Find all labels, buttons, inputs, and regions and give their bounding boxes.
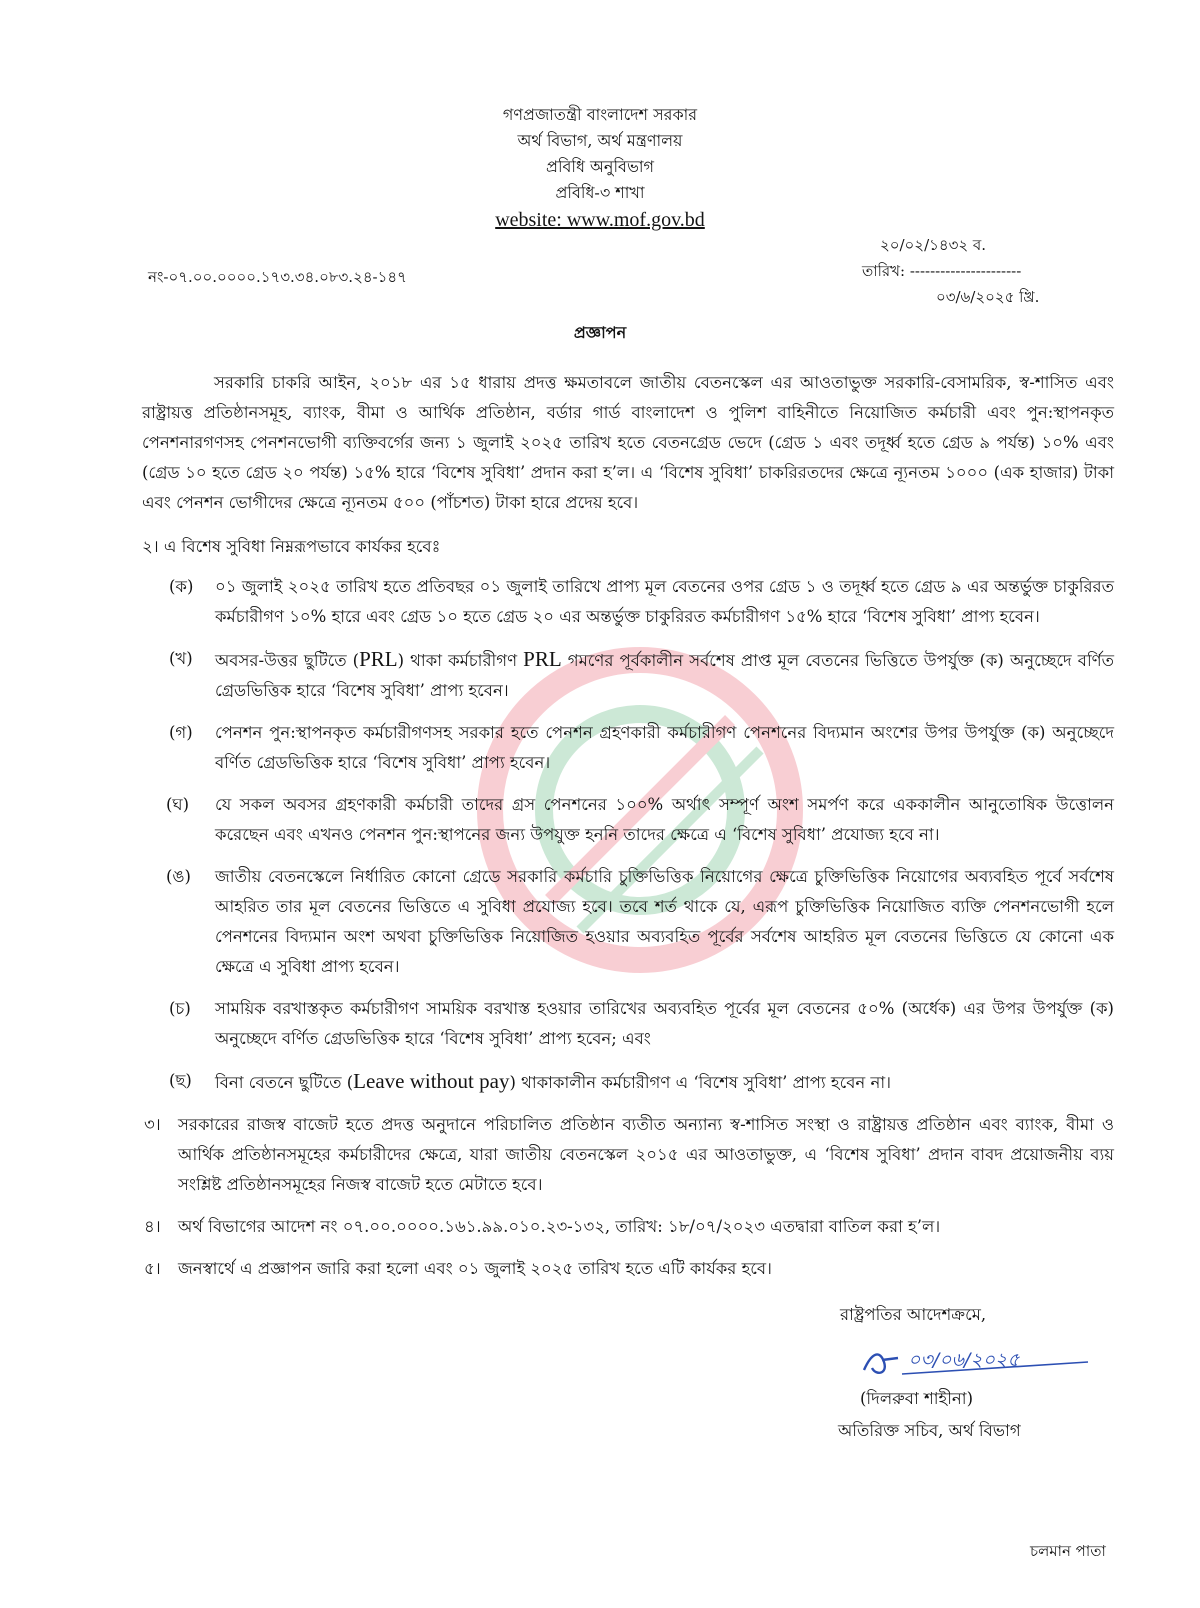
website-link[interactable]: website: www.mof.gov.bd: [495, 209, 705, 231]
paragraph-text: অর্থ বিভাগের আদেশ নং ০৭.০০.০০০০.১৬১.৯৯.০১০.২৩-১৩২, তারিখ: ১৮/০৭/২০২৩ এতদ্বারা বাতিল করা হ’ল।: [178, 1217, 941, 1236]
subitem-text: গমণের পূর্বকালীন সর্বশেষ প্রাপ্ত মূল বেতনের ভিত্তিতে উপর্যুক্ত (ক) অনুচ্ছেদে বর্ণিত গ্রেডভিত্তিক হারে ‘বিশেষ সুবিধা’ প্রাপ্য হবেন।: [215, 651, 1115, 700]
subitem-cha: [142, 994, 1114, 1054]
subitem-text: ) থাকাকালীন কর্মচারীগণ এ ‘বিশেষ সুবিধা’ প্রাপ্য হবেন না।: [509, 1073, 892, 1092]
document-body: [142, 368, 1114, 1296]
paragraph-4: [142, 1212, 1114, 1242]
prl-term: PRL: [523, 647, 562, 671]
paragraph-text: জনস্বার্থে এ প্রজ্ঞাপন জারি করা হলো এবং ০১ জুলাই ২০২৫ তারিখ হতে এটি কার্যকর হবে।: [178, 1259, 772, 1278]
subitem-text: ০১ জুলাই ২০২৫ তারিখ হতে প্রতিবছর ০১ জুলাই তারিখে প্রাপ্য মূল বেতনের ওপর গ্রেড ১ ও তদূর্ধ্ব হতে গ্রেড ৯ এর অন্তর্ভুক্ত চাকুরিরত কর্মচারীগণ ১০% হারে এবং গ্রেড ১০ হতে গ্রেড ২০ এর অন্তর্ভুক্ত চাকুরিরত কর্মচারীগণ ১৫% হারে ‘বিশেষ সুবিধা’ প্রাপ্য হবেন।: [215, 577, 1114, 626]
signatory-designation: অতিরিক্ত সচিব, অর্থ বিভাগ: [838, 1421, 1021, 1440]
paragraph-number: ৪।: [144, 1217, 161, 1236]
paragraph-text: সরকারের রাজস্ব বাজেট হতে প্রদত্ত অনুদানে পরিচালিত প্রতিষ্ঠান ব্যতীত অন্যান্য স্ব-শাসিত সংস্থা ও রাষ্ট্রায়ত্ত প্রতিষ্ঠান এবং ব্যাংক, বীমা ও আর্থিক প্রতিষ্ঠানসমূহের কর্মচারীদের ক্ষেত্রে, যারা জাতীয় বেতনস্কেল ২০১৫ এর আওতাভুক্ত, এ ‘বিশেষ সুবিধা’ প্রদান বাবদ প্রয়োজনীয় ব্যয় সংশ্লিষ্ট প্রতিষ্ঠানসমূহের নিজস্ব বাজেট হতে মেটাতে হবে।: [178, 1115, 1114, 1194]
continued-page-label: চলমান পাতা: [1030, 1542, 1106, 1560]
subitem-label: (গ): [169, 723, 193, 742]
subitem-label: (ক): [169, 577, 194, 596]
subitem-text: যে সকল অবসর গ্রহণকারী কর্মচারী তাদের গ্রস পেনশনের ১০০% অর্থাৎ সম্পূর্ণ অংশ সমর্পণ করে এককালীন আনুতোষিক উত্তোলন করেছেন এবং এখনও পেনশন পুন:স্থাপনের জন্য উপযুক্ত হননি তাদের ক্ষেত্রে এ ‘বিশেষ সুবিধা’ প্রযোজ্য হবে না।: [215, 795, 1114, 844]
subitem-label: (ছ): [169, 1071, 192, 1090]
signature-date: ০৩/০৬/২০২৫: [908, 1349, 1020, 1371]
subitem-umo: [142, 862, 1114, 982]
subitem-label: (চ): [169, 999, 191, 1018]
branch-name: প্রবিধি-৩ শাখা: [555, 183, 645, 202]
paragraph-3: [142, 1110, 1114, 1200]
signatory-name: (দিলরুবা শাহীনা): [860, 1389, 973, 1408]
order-line: রাষ্ট্রপতির আদেশক্রমে,: [840, 1305, 987, 1324]
subitem-ga: [142, 718, 1114, 778]
leave-without-pay-term: Leave without pay: [353, 1069, 510, 1093]
subitem-kha: [142, 644, 1114, 706]
wing-name: প্রবিধি অনুবিভাগ: [546, 157, 654, 176]
subitem-text: পেনশন পুন:স্থাপনকৃত কর্মচারীগণসহ সরকার হতে পেনশন গ্রহণকারী কর্মচারীগণ পেনশনের বিদ্যমান অংশের উপর উপর্যুক্ত (ক) অনুচ্ছেদে বর্ণিত গ্রেডভিত্তিক হারে ‘বিশেষ সুবিধা’ প্রাপ্য হবেন।: [215, 723, 1114, 772]
date-label: তারিখ: ----------------------: [862, 262, 1022, 280]
subitem-text: ) থাকা কর্মচারীগণ: [397, 651, 524, 670]
memo-number: নং-০৭.০০.০০০০.১৭৩.৩৪.০৮৩.২৪-১৪৭: [148, 268, 407, 286]
subitem-label: (ঙ): [166, 867, 191, 886]
division-name: অর্থ বিভাগ, অর্থ মন্ত্রণালয়: [517, 131, 683, 150]
date-gregorian: ০৩/৬/২০২৫ খ্রি.: [936, 288, 1040, 306]
paragraph-1: সরকারি চাকরি আইন, ২০১৮ এর ১৫ ধারায় প্রদত্ত ক্ষমতাবলে জাতীয় বেতনস্কেল এর আওতাভুক্ত সরকারি-বেসামরিক, স্ব-শাসিত এবং রাষ্ট্রায়ত্ত প্রতিষ্ঠানসমূহ, ব্যাংক, বীমা ও আর্থিক প্রতিষ্ঠান, বর্ডার গার্ড বাংলাদেশ ও পুলিশ বাহিনীতে নিয়োজিত কর্মচারী এবং পুন:স্থাপনকৃত পেনশনারগণসহ পেনশনভোগী ব্যক্তিবর্গের জন্য ১ জুলাই ২০২৫ তারিখ হতে বেতনগ্রেড ভেদে (গ্রেড ১ এবং তদূর্ধ্ব হতে গ্রেড ৯ পর্যন্ত) ১০% এবং (গ্রেড ১০ হতে গ্রেড ২০ পর্যন্ত) ১৫% হারে ‘বিশেষ সুবিধা’ প্রদান করা হ’ল। এ ‘বিশেষ সুবিধা’ চাকরিরতদের ক্ষেত্রে ন্যূনতম ১০০০ (এক হাজার) টাকা এবং পেনশন ভোগীদের ক্ষেত্রে ন্যূনতম ৫০০ (পাঁচশত) টাকা হারে প্রদেয় হবে।: [142, 373, 1114, 512]
subitem-label: (খ): [169, 649, 193, 668]
subitem-text: জাতীয় বেতনস্কেলে নির্ধারিত কোনো গ্রেডে সরকারি কর্মচারি চুক্তিভিত্তিক নিয়োগের ক্ষেত্রে চুক্তিভিত্তিক নিয়োগের অব্যবহিত পূর্বে সর্বশেষ আহরিত তার মূল বেতনের ভিত্তিতে এ সুবিধা প্রযোজ্য হবে। তবে শর্ত থাকে যে, এরূপ চুক্তিভিত্তিক নিয়োজিত ব্যক্তি পেনশনভোগী হলে পেনশনের বিদ্যমান অংশ অথবা চুক্তিভিত্তিক নিয়োজিত হওয়ার অব্যবহিত পূর্বের সর্বশেষ আহরিত মূল বেতনের ভিত্তিতে যে কোনো এক ক্ষেত্রে এ সুবিধা প্রাপ্য হবেন।: [215, 867, 1114, 976]
subitem-text: বিনা বেতনে ছুটিতে (: [215, 1073, 354, 1092]
subitem-ka: [142, 572, 1114, 632]
handwritten-signature-icon: [858, 1332, 1098, 1392]
paragraph-5: [142, 1254, 1114, 1284]
paragraph-number: ৩।: [144, 1115, 161, 1134]
subitem-gha: [142, 790, 1114, 850]
subitem-text: অবসর-উত্তর ছুটিতে (: [215, 651, 360, 670]
prl-term: PRL: [359, 647, 398, 671]
date-block: [862, 232, 1102, 310]
paragraph-number: ৫।: [144, 1259, 161, 1278]
subitem-text: সাময়িক বরখাস্তকৃত কর্মচারীগণ সাময়িক বরখাস্ত হওয়ার তারিখের অব্যবহিত পূর্বের মূল বেতনের ৫০% (অর্ধেক) এর উপর উপর্যুক্ত (ক) অনুচ্ছেদে বর্ণিত গ্রেডভিত্তিক হারে ‘বিশেষ সুবিধা’ প্রাপ্য হবেন; এবং: [215, 999, 1114, 1048]
letterhead: [0, 102, 1200, 234]
page-title: প্রজ্ঞাপন: [573, 323, 627, 342]
paragraph-2-intro: ২। এ বিশেষ সুবিধা নিম্নরূপভাবে কার্যকর হবেঃ: [142, 537, 441, 556]
date-bangla: ২০/০২/১৪৩২ ব.: [880, 236, 986, 254]
govt-name: গণপ্রজাতন্ত্রী বাংলাদেশ সরকার: [502, 105, 698, 124]
subitem-label: (ঘ): [166, 795, 190, 814]
subitem-chha: [142, 1066, 1114, 1098]
